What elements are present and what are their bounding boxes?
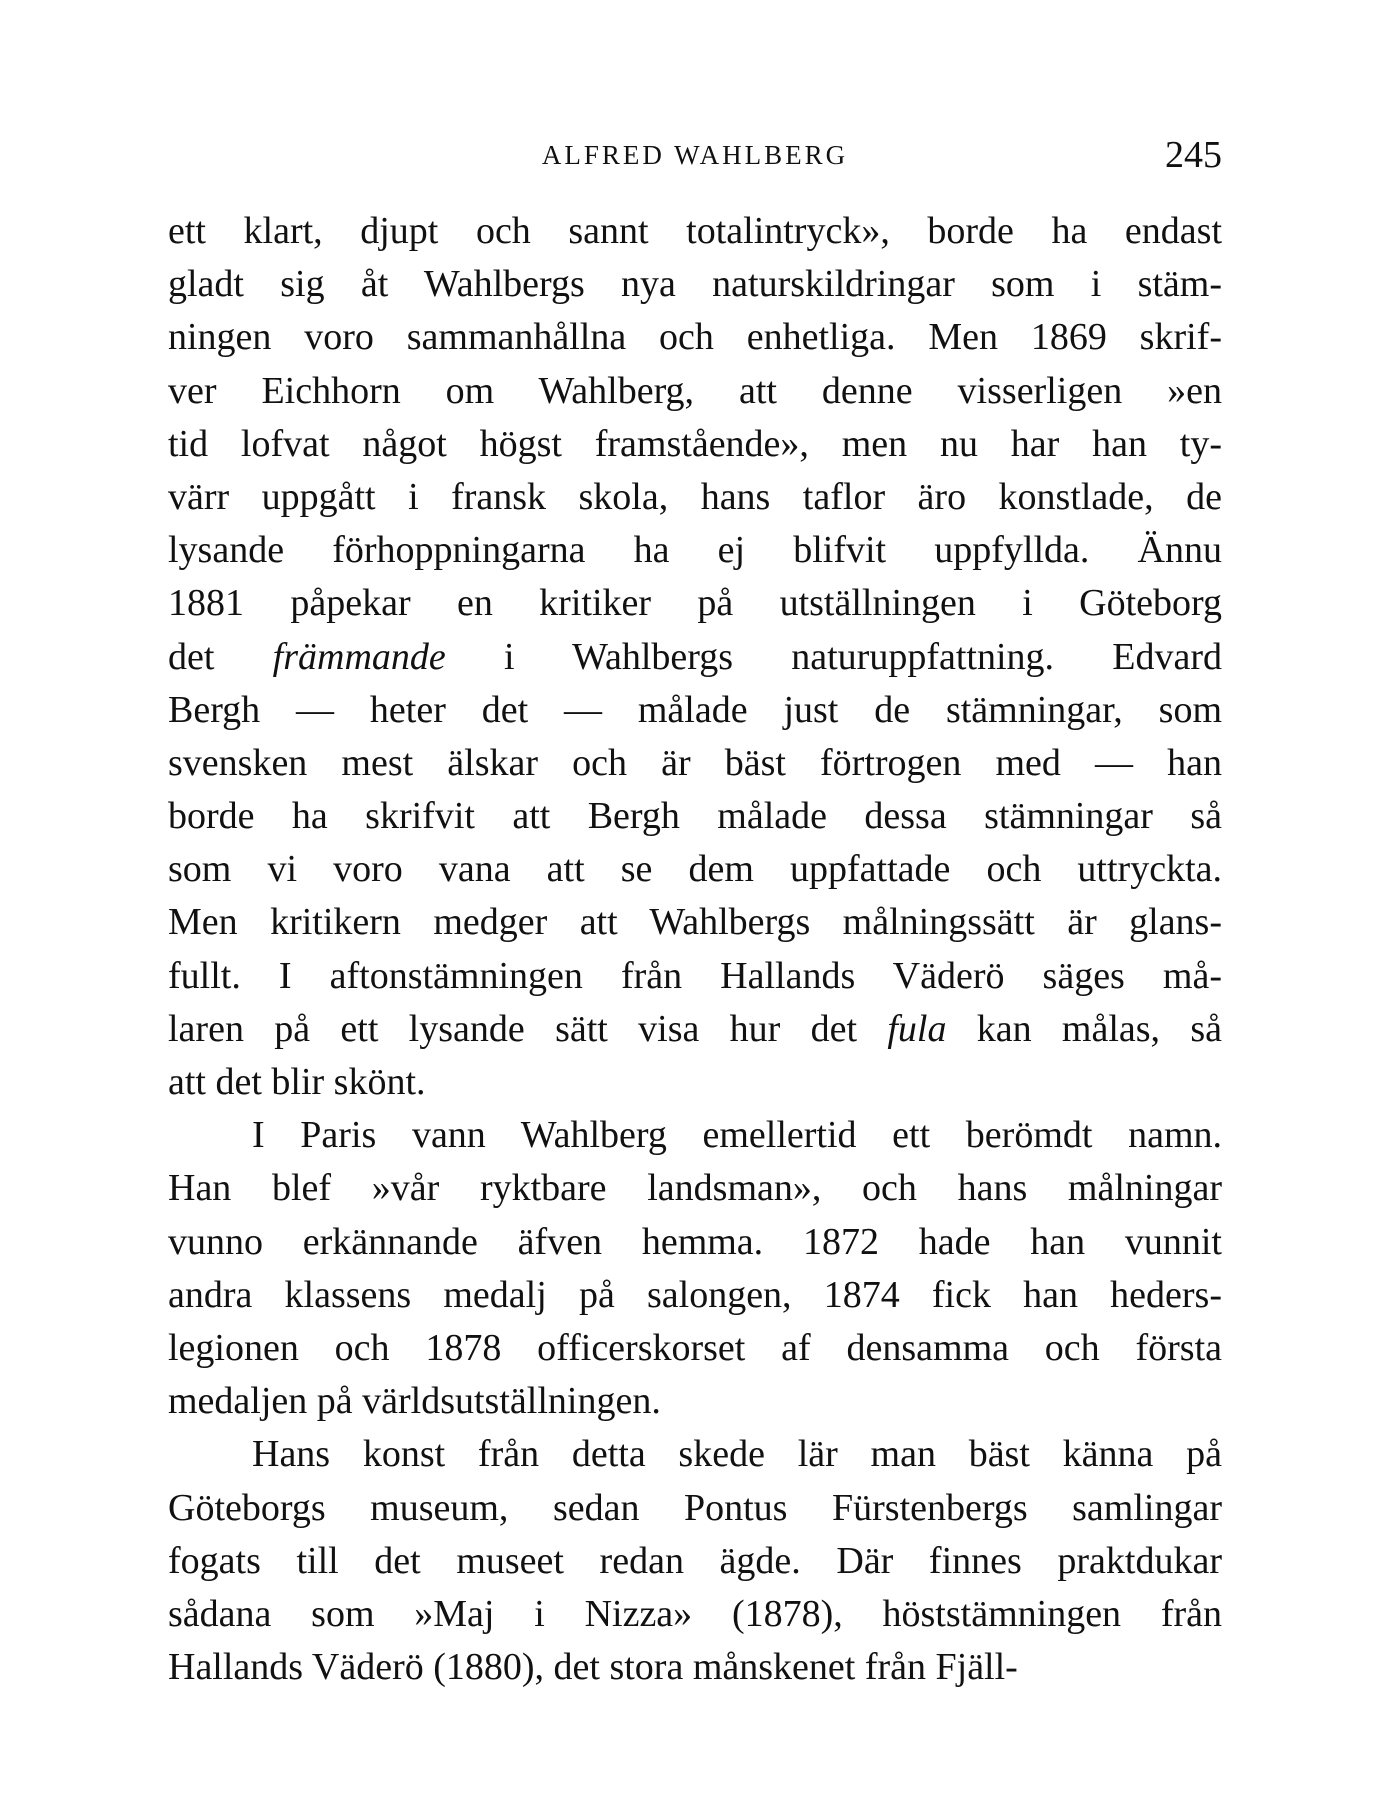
- text-segment: svensken mest älskar och är bäst förtrogen med — han: [168, 741, 1222, 784]
- page-header: [168, 135, 1222, 185]
- paragraph: [168, 205, 1222, 1109]
- text-line: [168, 1216, 1222, 1269]
- text-segment: legionen och 1878 officerskorset af densamma och första: [168, 1326, 1222, 1369]
- text-segment: tid lofvat något högst framstående», men nu har han ty-: [168, 422, 1222, 465]
- text-segment: att det blir skönt.: [168, 1061, 426, 1103]
- text-segment: andra klassens medalj på salongen, 1874 fick han heders-: [168, 1273, 1222, 1316]
- text-line: [168, 684, 1222, 737]
- text-segment: I Paris vann Wahlberg emellertid ett berömdt namn.: [252, 1114, 1222, 1157]
- body-text: [168, 205, 1222, 1694]
- text-line: [168, 1162, 1222, 1215]
- text-segment: Bergh — heter det — målade just de stämningar, som: [168, 688, 1222, 731]
- text-line: [168, 1428, 1222, 1481]
- text-line: [168, 950, 1222, 1003]
- italic-emphasis: fula: [887, 1007, 947, 1050]
- text-segment: Göteborgs museum, sedan Pontus Fürstenbergs samlingar: [168, 1486, 1222, 1529]
- text-line: [168, 843, 1222, 896]
- paragraph: [168, 1428, 1222, 1694]
- paragraph: [168, 1109, 1222, 1428]
- text-line: [168, 471, 1222, 524]
- text-segment: borde ha skrifvit att Bergh målade dessa stämningar så: [168, 795, 1222, 838]
- text-line: [168, 258, 1222, 311]
- text-line: [168, 1056, 1222, 1109]
- text-segment: sådana som »Maj i Nizza» (1878), höststämningen från: [168, 1592, 1222, 1635]
- text-segment: Hallands Väderö (1880), det stora månskenet från Fjäll-: [168, 1646, 1018, 1689]
- text-segment: kan målas, så: [946, 1007, 1223, 1050]
- text-segment: Men kritikern medger att Wahlbergs målningssätt är glans-: [168, 901, 1222, 944]
- text-line: [168, 1375, 1222, 1428]
- italic-emphasis: främmande: [272, 635, 446, 678]
- text-line: [168, 577, 1222, 630]
- text-segment: det: [168, 635, 273, 678]
- text-line: [168, 365, 1222, 418]
- text-line: [168, 418, 1222, 471]
- text-segment: ver Eichhorn om Wahlberg, att denne visserligen »en: [168, 369, 1222, 412]
- text-line: [168, 1109, 1222, 1162]
- text-segment: fullt. I aftonstämningen från Hallands Väderö säges må-: [168, 954, 1222, 997]
- text-line: [168, 737, 1222, 790]
- text-segment: i Wahlbergs naturuppfattning. Edvard: [445, 635, 1222, 678]
- text-line: [168, 1588, 1222, 1641]
- text-line: [168, 524, 1222, 577]
- text-line: [168, 1641, 1222, 1694]
- text-segment: gladt sig åt Wahlbergs nya naturskildringar som i stäm-: [168, 263, 1222, 306]
- text-line: [168, 896, 1222, 949]
- text-line: [168, 1482, 1222, 1535]
- text-segment: 1881 påpekar en kritiker på utställningen i Göteborg: [168, 582, 1222, 625]
- text-line: [168, 311, 1222, 364]
- text-segment: fogats till det museet redan ägde. Där finnes praktdukar: [168, 1539, 1222, 1582]
- text-line: [168, 1003, 1222, 1056]
- text-segment: vunno erkännande äfven hemma. 1872 hade han vunnit: [168, 1220, 1222, 1263]
- text-line: [168, 631, 1222, 684]
- page-number: 245: [1165, 134, 1222, 176]
- text-segment: laren på ett lysande sätt visa hur det: [168, 1007, 888, 1050]
- running-title: ALFRED WAHLBERG: [541, 140, 849, 170]
- text-line: [168, 205, 1222, 258]
- text-segment: Han blef »vår ryktbare landsman», och hans målningar: [168, 1167, 1222, 1210]
- text-segment: ett klart, djupt och sannt totalintryck», borde ha endast: [168, 210, 1222, 252]
- text-line: [168, 1269, 1222, 1322]
- text-segment: Hans konst från detta skede lär man bäst känna på: [252, 1433, 1222, 1476]
- text-segment: som vi voro vana att se dem uppfattade och uttryckta.: [168, 848, 1222, 891]
- text-line: [168, 790, 1222, 843]
- text-segment: värr uppgått i fransk skola, hans taflor äro konstlade, de: [168, 475, 1222, 518]
- text-segment: ningen voro sammanhållna och enhetliga. Men 1869 skrif-: [168, 316, 1222, 359]
- text-segment: lysande förhoppningarna ha ej blifvit uppfyllda. Ännu: [168, 529, 1222, 572]
- text-segment: medaljen på världsutställningen.: [168, 1380, 661, 1423]
- text-line: [168, 1535, 1222, 1588]
- text-line: [168, 1322, 1222, 1375]
